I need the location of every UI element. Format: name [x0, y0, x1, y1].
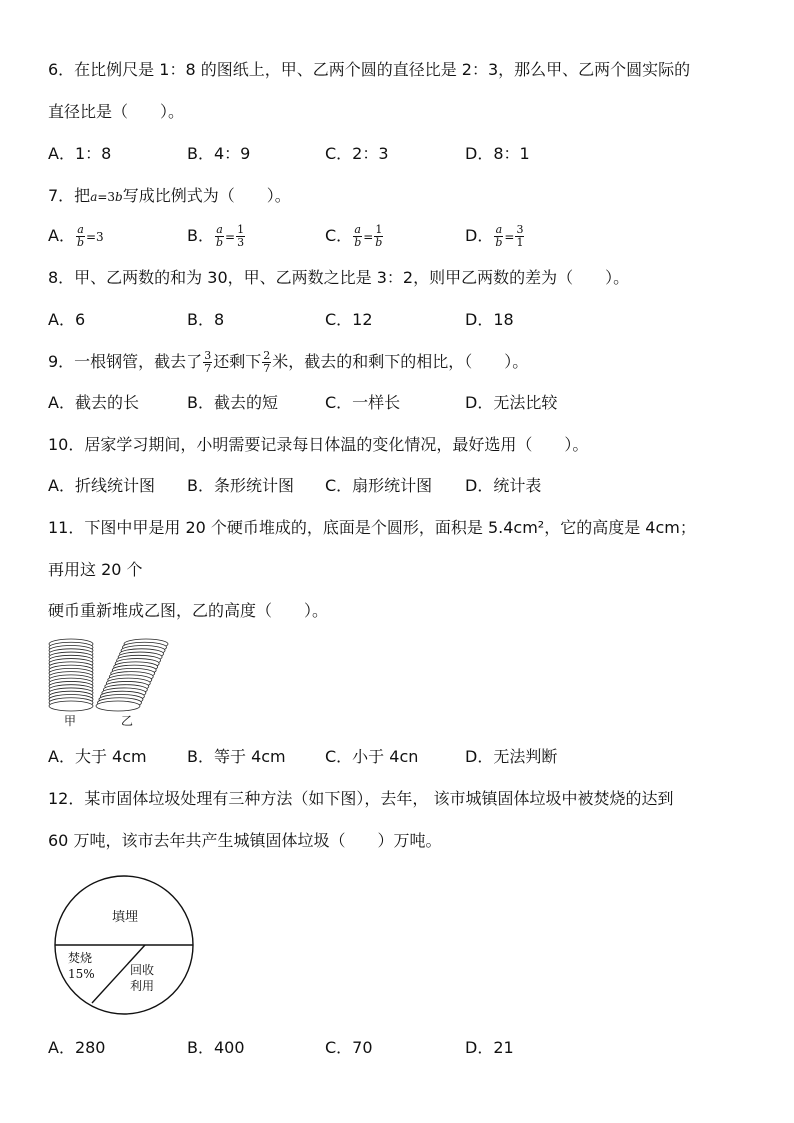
- coin-stack-yi: [96, 639, 168, 711]
- q7-option-a[interactable]: [48, 224, 104, 249]
- coin-stack-jia: [49, 639, 93, 711]
- q6-option-b[interactable]: B．4：9: [187, 144, 251, 163]
- q7-option-b[interactable]: [187, 224, 246, 249]
- q7-option-b-num: a: [216, 223, 223, 236]
- q7-option-c-rhs-fraction: [374, 224, 383, 249]
- q12-option-b[interactable]: B．400: [187, 1038, 245, 1057]
- q7-option-a-label: A．: [48, 226, 75, 245]
- q9-frac2-num: 2: [263, 349, 271, 362]
- q9-prefix: 9．一根钢管，截去了: [48, 352, 203, 371]
- q10-option-d[interactable]: D．统计表: [465, 476, 542, 495]
- q10-option-a[interactable]: A．折线统计图: [48, 476, 155, 495]
- pie-label-burn-pct: 15%: [68, 967, 95, 981]
- q7-expr-a: a: [90, 190, 98, 204]
- q7-option-d-eq: =: [504, 230, 515, 244]
- q7-option-c[interactable]: [325, 224, 384, 249]
- q9-option-b[interactable]: B．截去的短: [187, 393, 278, 412]
- q9-suffix: 米，截去的和剩下的相比，（ ）。: [272, 352, 529, 371]
- q9-fraction-1: [203, 350, 212, 375]
- pie-label-fill: 填埋: [112, 910, 139, 925]
- q6-option-d[interactable]: D．8：1: [465, 144, 530, 163]
- q9-option-a[interactable]: A．截去的长: [48, 393, 139, 412]
- q7-option-b-rden: 3: [237, 236, 245, 249]
- q7-option-b-rnum: 1: [237, 223, 245, 236]
- q7-option-b-den: b: [215, 236, 224, 249]
- q6-option-c[interactable]: C．2：3: [325, 144, 389, 163]
- q9-frac1-den: 7: [204, 362, 212, 375]
- coin-stacks-figure: [44, 632, 184, 732]
- q6-stem-line2: 直径比是（ ）。: [48, 102, 185, 121]
- q8-option-d[interactable]: D．18: [465, 310, 514, 329]
- fig-label-jia: 甲: [64, 714, 77, 728]
- q12-stem-line1: 12．某市固体垃圾处理有三种方法（如下图），去年， 该市城镇固体垃圾中被焚烧的达到: [48, 789, 674, 808]
- q10-option-b[interactable]: B．条形统计图: [187, 476, 294, 495]
- q7-option-c-rnum: 1: [375, 223, 383, 236]
- q9-fraction-2: [262, 350, 271, 375]
- q7-option-c-rden: b: [375, 236, 383, 249]
- q11-option-b[interactable]: B．等于 4cm: [187, 747, 286, 766]
- q9-option-d[interactable]: D．无法比较: [465, 393, 558, 412]
- q9-option-c[interactable]: C．一样长: [325, 393, 401, 412]
- q6-stem-line1: 6．在比例尺是 1：8 的图纸上，甲、乙两个圆的直径比是 2：3，那么甲、乙两个圆实际的: [48, 60, 691, 79]
- q11-option-c[interactable]: C．小于 4cn: [325, 747, 419, 766]
- q11-stem-line2: 再用这 20 个: [48, 560, 143, 579]
- q7-option-b-rhs-fraction: [236, 224, 245, 249]
- pie-label-burn: 焚烧: [68, 951, 93, 965]
- q7-option-d-rnum: 3: [516, 223, 524, 236]
- q12-stem-line2: 60 万吨，该市去年共产生城镇固体垃圾（ ）万吨。: [48, 831, 442, 850]
- q7-option-a-den: b: [76, 236, 84, 249]
- q7-stem: [48, 185, 291, 208]
- q7-option-b-eq: =: [225, 230, 236, 244]
- q9-mid: 还剩下: [213, 352, 262, 371]
- q7-option-d-num: a: [495, 223, 503, 236]
- q7-option-c-den: b: [354, 236, 362, 249]
- q7-option-a-fraction: [76, 224, 85, 249]
- q9-frac2-den: 7: [263, 362, 271, 375]
- q7-option-a-num: a: [77, 223, 84, 236]
- q10-stem: 10．居家学习期间，小明需要记录每日体温的变化情况，最好选用（ ）。: [48, 435, 589, 454]
- q7-option-b-label: B．: [187, 226, 214, 245]
- q11-option-a[interactable]: A．大于 4cm: [48, 747, 147, 766]
- coin: [96, 701, 140, 711]
- q7-option-c-eq: =: [363, 230, 374, 244]
- q7-option-d-fraction: [494, 224, 503, 249]
- pie-chart: [50, 874, 200, 1024]
- q7-expr-b: b: [115, 190, 123, 204]
- q7-option-c-num: a: [354, 223, 361, 236]
- q7-option-c-label: C．: [325, 226, 353, 245]
- q6-option-a[interactable]: A．1：8: [48, 144, 112, 163]
- q11-stem-line1: 11．下图中甲是用 20 个硬币堆成的，底面是个圆形，面积是 5.4cm²，它的高度是 4cm；: [48, 518, 696, 537]
- q7-prefix: 7．把: [48, 186, 91, 205]
- pie-label-recycle-2: 利用: [130, 979, 155, 993]
- q12-option-d[interactable]: D．21: [465, 1038, 514, 1057]
- q9-frac1-num: 3: [204, 349, 212, 362]
- q7-option-d-rhs-fraction: [515, 224, 524, 249]
- q12-option-c[interactable]: C．70: [325, 1038, 373, 1057]
- q7-option-d-label: D．: [465, 226, 494, 245]
- q9-stem: [48, 350, 528, 375]
- q8-stem: 8．甲、乙两数的和为 30，甲、乙两数之比是 3：2，则甲乙两数的差为（ ）。: [48, 268, 630, 287]
- q7-option-c-fraction: [353, 224, 362, 249]
- q8-option-c[interactable]: C．12: [325, 310, 373, 329]
- q7-option-d[interactable]: [465, 224, 525, 249]
- q7-option-a-rhs: =3: [86, 230, 104, 244]
- q11-option-d[interactable]: D．无法判断: [465, 747, 558, 766]
- q10-option-c[interactable]: C．扇形统计图: [325, 476, 433, 495]
- q8-option-a[interactable]: A．6: [48, 310, 86, 329]
- q7-option-d-den: b: [495, 236, 503, 249]
- q7-option-d-rden: 1: [516, 236, 524, 249]
- q11-stem-line3: 硬币重新堆成乙图，乙的高度（ ）。: [48, 601, 329, 620]
- q7-expr-eq: =3: [97, 190, 116, 204]
- fig-label-yi: 乙: [121, 714, 134, 728]
- q7-suffix: 写成比例式为（ ）。: [122, 186, 291, 205]
- coin: [49, 701, 93, 711]
- pie-label-recycle-1: 回收: [130, 963, 155, 977]
- q7-option-b-fraction: [215, 224, 224, 249]
- q12-option-a[interactable]: A．280: [48, 1038, 106, 1057]
- q8-option-b[interactable]: B．8: [187, 310, 225, 329]
